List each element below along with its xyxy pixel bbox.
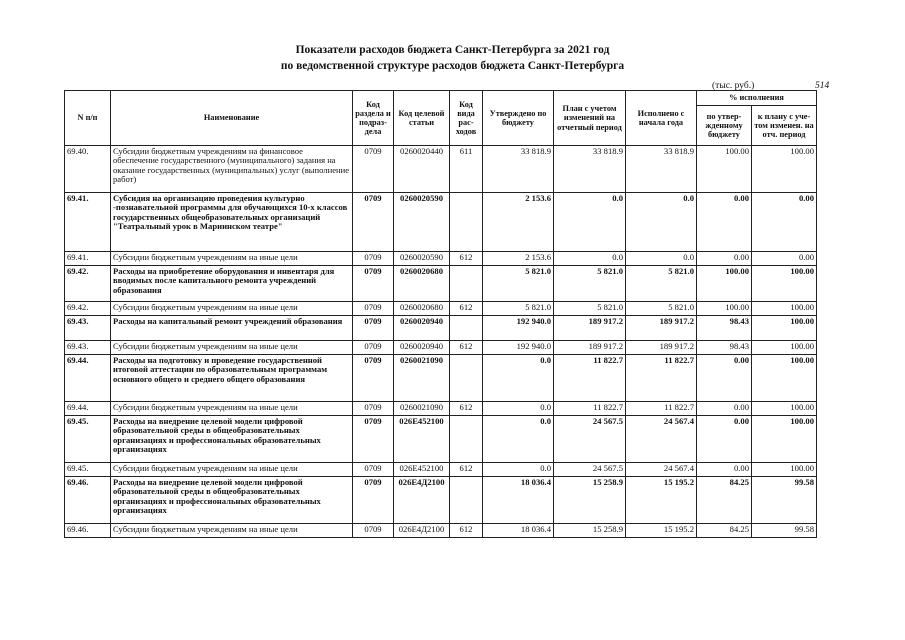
header-pct-plan: к плану с уче-том изменен. на отч. период <box>752 106 817 146</box>
table-row <box>65 146 817 193</box>
row-num: 69.41. <box>65 252 111 266</box>
row-kind: 612 <box>450 252 483 266</box>
report-title-line1: Показатели расходов бюджета Санкт-Петербурга за 2021 год <box>295 44 610 56</box>
row-target: 0260021090 <box>394 402 450 416</box>
row-plan: 24 567.5 <box>554 463 626 477</box>
row-name: Субсидии бюджетным учреждениям на иные цели <box>111 524 353 538</box>
row-pct-plan: 99.58 <box>752 524 817 538</box>
row-plan: 189 917.2 <box>554 316 626 341</box>
page-number: 514 <box>815 81 830 91</box>
row-approved: 2 153.6 <box>483 252 554 266</box>
row-pct-approved: 98.43 <box>697 341 752 355</box>
row-pct-plan: 100.00 <box>752 146 817 193</box>
expenses-table <box>64 90 817 538</box>
row-kind <box>450 316 483 341</box>
row-executed: 0.0 <box>626 193 697 252</box>
row-approved: 0.0 <box>483 402 554 416</box>
row-num: 69.40. <box>65 146 111 193</box>
row-approved: 33 818.9 <box>483 146 554 193</box>
row-kind: 612 <box>450 341 483 355</box>
header-pct-group: % исполнения <box>697 91 817 106</box>
row-num: 69.43. <box>65 341 111 355</box>
header-pct-approved: по утвер-жденному бюджету <box>697 106 752 146</box>
row-name: Субсидии бюджетным учреждениям на иные цели <box>111 252 353 266</box>
row-target: 0260020440 <box>394 146 450 193</box>
row-num: 69.45. <box>65 463 111 477</box>
row-executed: 11 822.7 <box>626 355 697 402</box>
row-section: 0709 <box>353 463 394 477</box>
row-approved: 0.0 <box>483 463 554 477</box>
row-num: 69.45. <box>65 416 111 463</box>
row-executed: 24 567.4 <box>626 463 697 477</box>
table-row <box>65 524 817 538</box>
row-executed: 0.0 <box>626 252 697 266</box>
row-pct-approved: 0.00 <box>697 402 752 416</box>
header-executed: Исполнено с начала года <box>626 91 697 146</box>
row-pct-approved: 100.00 <box>697 302 752 316</box>
row-kind: 612 <box>450 302 483 316</box>
row-section: 0709 <box>353 477 394 524</box>
row-num: 69.41. <box>65 193 111 252</box>
table-row <box>65 477 817 524</box>
row-approved: 18 036.4 <box>483 524 554 538</box>
row-name: Расходы на внедрение целевой модели цифровой образовательной среды в общеобразовательных организациях и профессиональных образовательных организациях <box>111 477 353 524</box>
row-plan: 0.0 <box>554 193 626 252</box>
row-name: Расходы на подготовку и проведение государственной итоговой аттестации по образовательным программам основного общего и среднего общего образования <box>111 355 353 402</box>
table-row <box>65 316 817 341</box>
row-section: 0709 <box>353 355 394 402</box>
table-row <box>65 341 817 355</box>
row-name: Субсидии бюджетным учреждениям на иные цели <box>111 341 353 355</box>
report-title-line2: по ведомственной структуре расходов бюджета Санкт-Петербурга <box>280 60 625 72</box>
row-executed: 5 821.0 <box>626 266 697 302</box>
header-num: N п/п <box>65 91 111 146</box>
row-num: 69.43. <box>65 316 111 341</box>
row-pct-plan: 0.00 <box>752 193 817 252</box>
row-plan: 5 821.0 <box>554 302 626 316</box>
row-target: 0260020590 <box>394 193 450 252</box>
row-executed: 11 822.7 <box>626 402 697 416</box>
row-executed: 189 917.2 <box>626 316 697 341</box>
row-plan: 15 258.9 <box>554 477 626 524</box>
row-section: 0709 <box>353 402 394 416</box>
row-target: 026Е4Д2100 <box>394 524 450 538</box>
table-row <box>65 355 817 402</box>
table-row <box>65 416 817 463</box>
row-num: 69.44. <box>65 355 111 402</box>
row-pct-approved: 100.00 <box>697 266 752 302</box>
row-num: 69.42. <box>65 266 111 302</box>
row-num: 69.44. <box>65 402 111 416</box>
row-pct-plan: 100.00 <box>752 302 817 316</box>
row-kind: 612 <box>450 402 483 416</box>
row-target: 0260020940 <box>394 316 450 341</box>
row-executed: 24 567.4 <box>626 416 697 463</box>
row-section: 0709 <box>353 316 394 341</box>
row-section: 0709 <box>353 341 394 355</box>
header-target: Код целевой статьи <box>394 91 450 146</box>
row-kind <box>450 266 483 302</box>
row-section: 0709 <box>353 146 394 193</box>
row-plan: 11 822.7 <box>554 355 626 402</box>
row-plan: 33 818.9 <box>554 146 626 193</box>
row-target: 026Е4Д2100 <box>394 477 450 524</box>
row-pct-plan: 0.00 <box>752 252 817 266</box>
row-pct-approved: 100.00 <box>697 146 752 193</box>
row-kind <box>450 477 483 524</box>
row-approved: 0.0 <box>483 355 554 402</box>
row-name: Субсидии бюджетным учреждениям на иные цели <box>111 463 353 477</box>
row-kind: 611 <box>450 146 483 193</box>
row-num: 69.42. <box>65 302 111 316</box>
row-section: 0709 <box>353 193 394 252</box>
row-name: Субсидия на организацию проведения культурно -познавательной программы для обучающихся 10-х классов государственных общеобразовательных организаций "Театральный урок в Мариинском театре" <box>111 193 353 252</box>
row-pct-plan: 100.00 <box>752 416 817 463</box>
table-row <box>65 193 817 252</box>
row-executed: 15 195.2 <box>626 524 697 538</box>
units-label: (тыс. руб.) <box>712 81 755 91</box>
row-executed: 33 818.9 <box>626 146 697 193</box>
row-target: 0260021090 <box>394 355 450 402</box>
header-approved: Утверждено по бюджету <box>483 91 554 146</box>
row-pct-approved: 0.00 <box>697 193 752 252</box>
row-target: 026Е452100 <box>394 416 450 463</box>
row-executed: 189 917.2 <box>626 341 697 355</box>
row-kind: 612 <box>450 463 483 477</box>
row-pct-approved: 0.00 <box>697 416 752 463</box>
row-name: Субсидии бюджетным учреждениям на финансовое обеспечение государственного (муниципального) задания на оказание государственных (муниципальных) услуг (выполнение работ) <box>111 146 353 193</box>
table-row <box>65 302 817 316</box>
header-kind: Код вида рас-ходов <box>450 91 483 146</box>
table-row <box>65 402 817 416</box>
row-num: 69.46. <box>65 524 111 538</box>
row-plan: 15 258.9 <box>554 524 626 538</box>
row-plan: 11 822.7 <box>554 402 626 416</box>
row-pct-approved: 84.25 <box>697 524 752 538</box>
row-approved: 192 940.0 <box>483 316 554 341</box>
row-plan: 0.0 <box>554 252 626 266</box>
header-section: Код раздела и подраз-дела <box>353 91 394 146</box>
row-plan: 189 917.2 <box>554 341 626 355</box>
row-section: 0709 <box>353 302 394 316</box>
row-pct-approved: 98.43 <box>697 316 752 341</box>
row-target: 0260020590 <box>394 252 450 266</box>
row-num: 69.46. <box>65 477 111 524</box>
row-executed: 15 195.2 <box>626 477 697 524</box>
row-pct-plan: 100.00 <box>752 341 817 355</box>
row-pct-plan: 99.58 <box>752 477 817 524</box>
row-pct-plan: 100.00 <box>752 463 817 477</box>
row-section: 0709 <box>353 266 394 302</box>
row-pct-plan: 100.00 <box>752 355 817 402</box>
row-target: 026Е452100 <box>394 463 450 477</box>
row-approved: 5 821.0 <box>483 266 554 302</box>
row-target: 0260020940 <box>394 341 450 355</box>
table-row <box>65 252 817 266</box>
row-approved: 2 153.6 <box>483 193 554 252</box>
row-name: Расходы на капитальный ремонт учреждений образования <box>111 316 353 341</box>
row-section: 0709 <box>353 416 394 463</box>
table-row <box>65 266 817 302</box>
table-row <box>65 463 817 477</box>
row-executed: 5 821.0 <box>626 302 697 316</box>
row-plan: 24 567.5 <box>554 416 626 463</box>
row-pct-approved: 0.00 <box>697 252 752 266</box>
header-name: Наименование <box>111 91 353 146</box>
row-pct-plan: 100.00 <box>752 266 817 302</box>
row-kind <box>450 193 483 252</box>
row-name: Субсидии бюджетным учреждениям на иные цели <box>111 402 353 416</box>
row-approved: 5 821.0 <box>483 302 554 316</box>
row-target: 0260020680 <box>394 266 450 302</box>
row-kind <box>450 416 483 463</box>
row-name: Субсидии бюджетным учреждениям на иные цели <box>111 302 353 316</box>
row-target: 0260020680 <box>394 302 450 316</box>
row-pct-plan: 100.00 <box>752 316 817 341</box>
row-pct-approved: 0.00 <box>697 355 752 402</box>
row-plan: 5 821.0 <box>554 266 626 302</box>
row-approved: 0.0 <box>483 416 554 463</box>
header-plan: План с учетом изменений на отчетный период <box>554 91 626 146</box>
row-pct-approved: 84.25 <box>697 477 752 524</box>
row-kind: 612 <box>450 524 483 538</box>
row-pct-approved: 0.00 <box>697 463 752 477</box>
row-name: Расходы на внедрение целевой модели цифровой образовательной среды в общеобразовательных организациях и профессиональных образовательных организациях <box>111 416 353 463</box>
row-approved: 192 940.0 <box>483 341 554 355</box>
row-section: 0709 <box>353 524 394 538</box>
row-section: 0709 <box>353 252 394 266</box>
row-pct-plan: 100.00 <box>752 402 817 416</box>
row-approved: 18 036.4 <box>483 477 554 524</box>
row-name: Расходы на приобретение оборудования и инвентаря для вводимых после капитального ремонта учреждений образования <box>111 266 353 302</box>
row-kind <box>450 355 483 402</box>
